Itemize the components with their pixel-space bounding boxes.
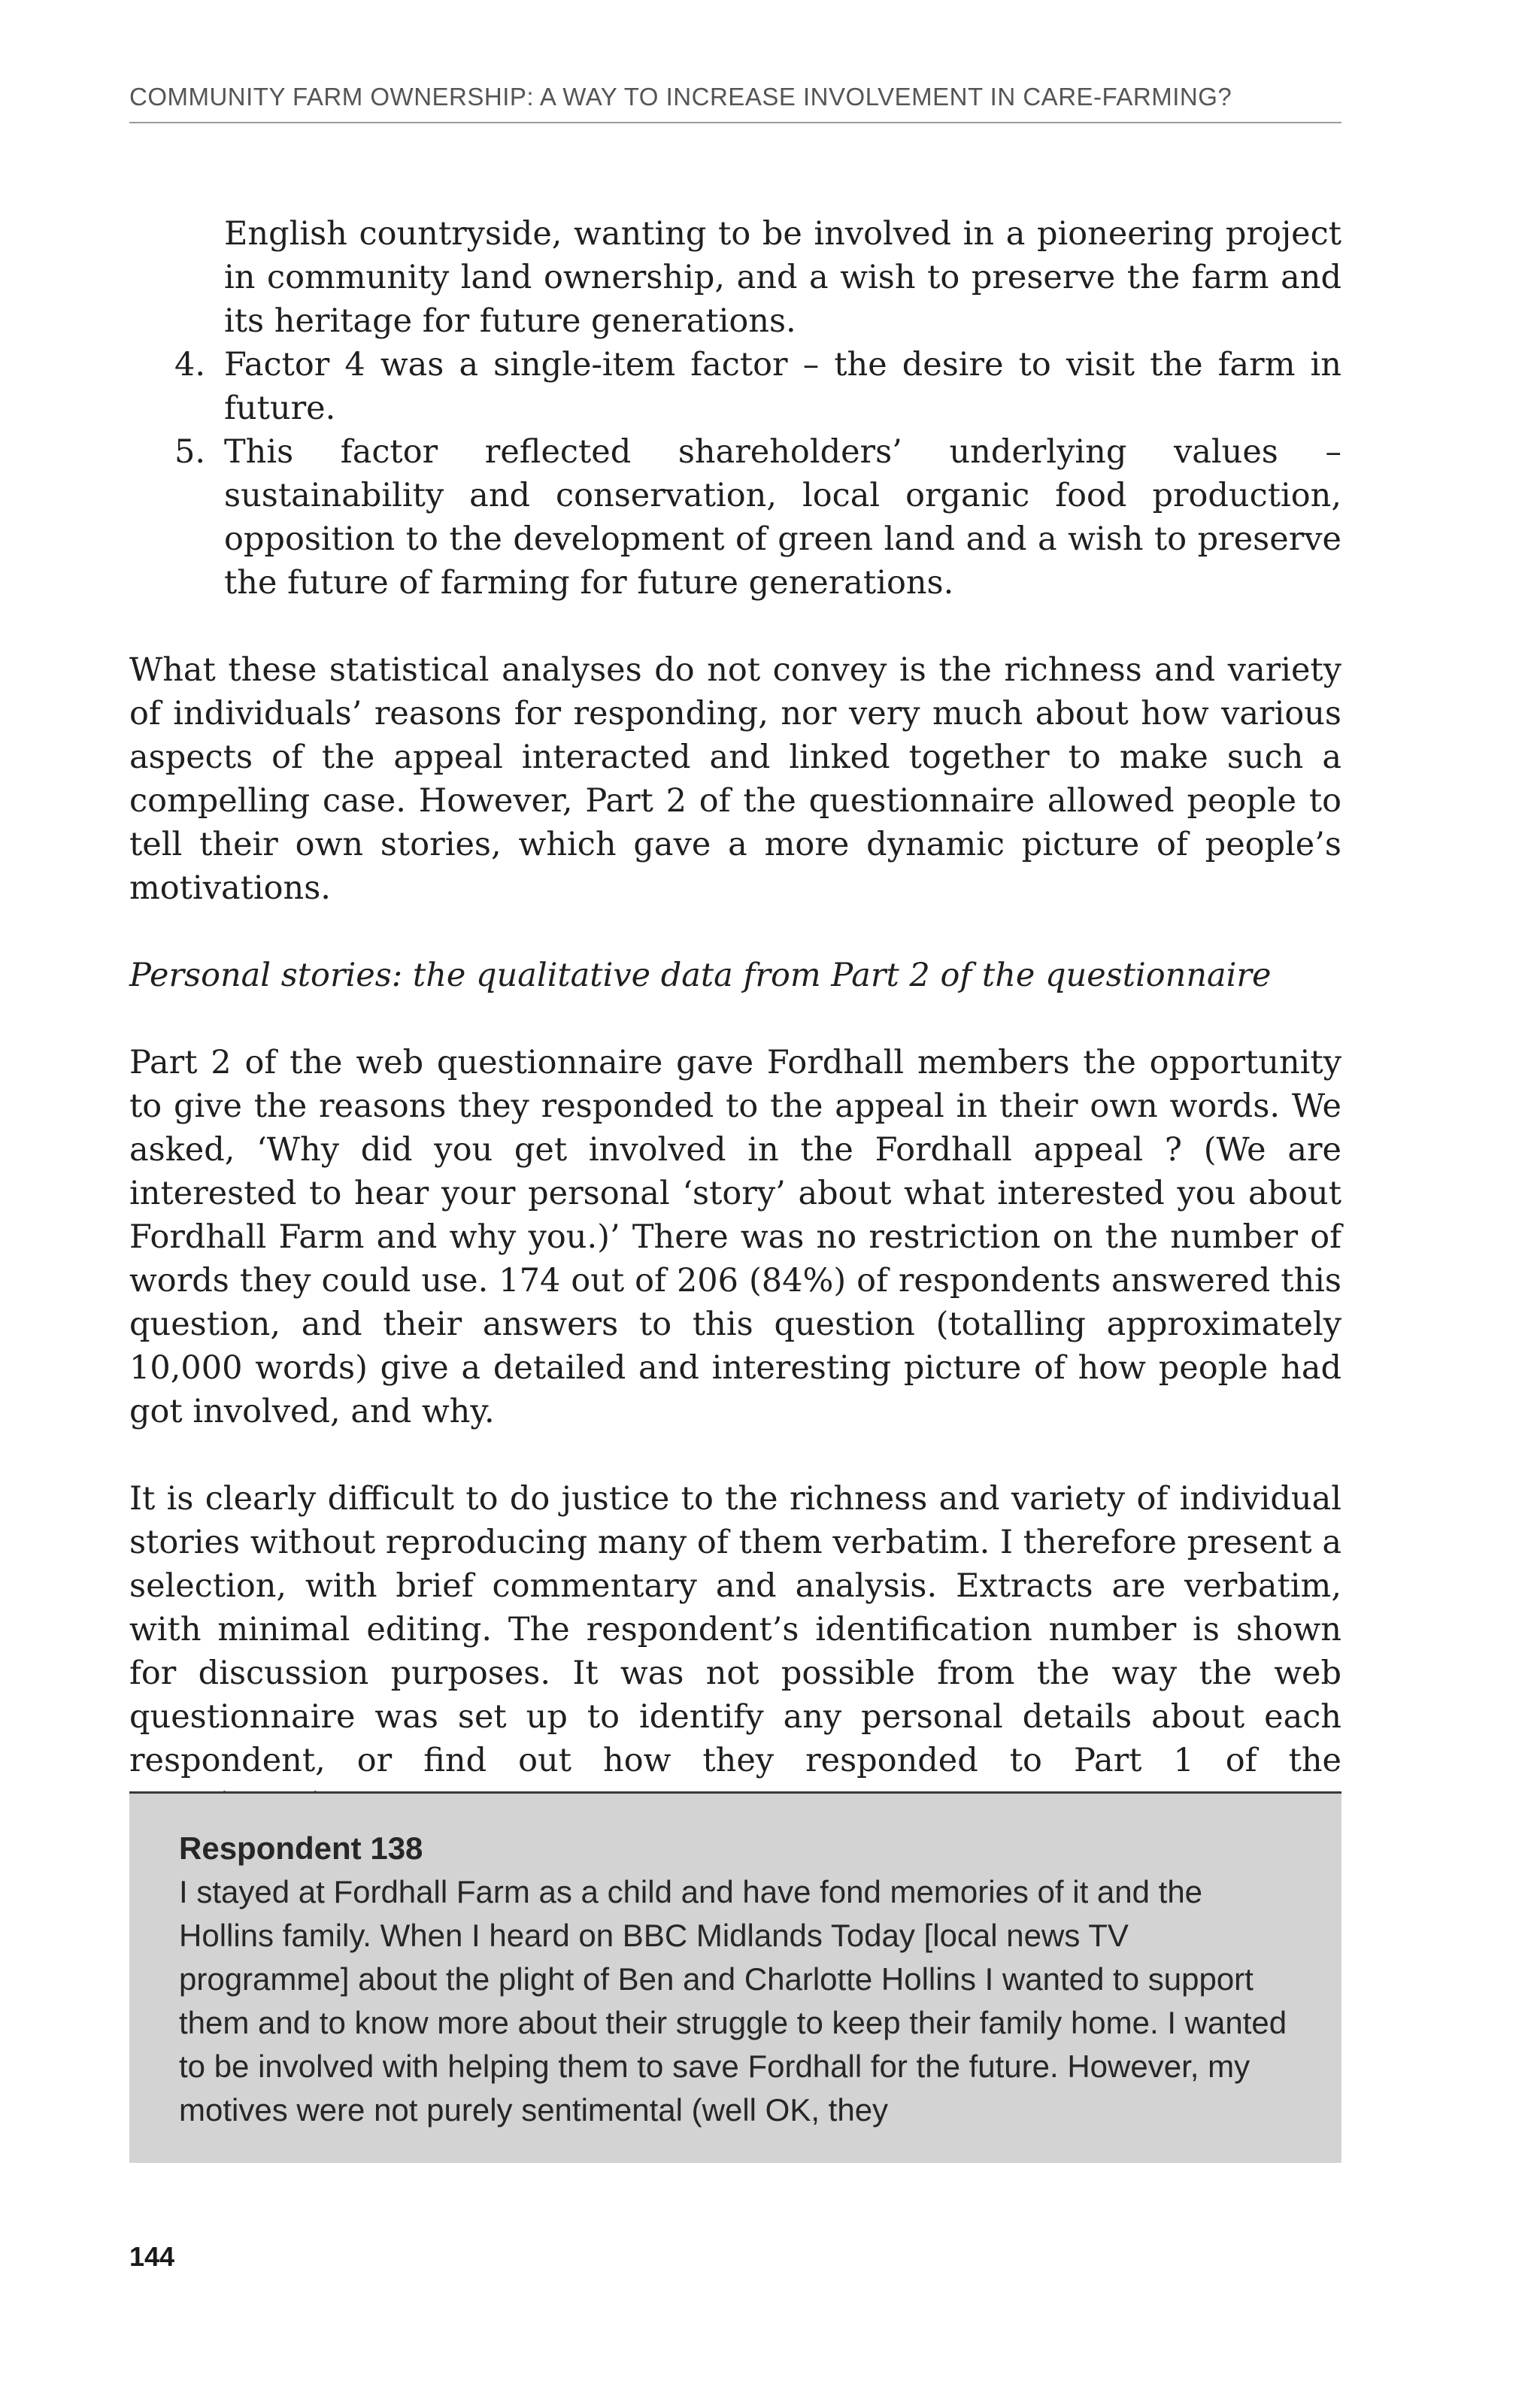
page-number: 144 (129, 2241, 175, 2272)
running-head: COMMUNITY FARM OWNERSHIP: A WAY TO INCREASE INVOLVEMENT IN CARE-FARMING? (129, 83, 1341, 123)
paragraph-statistical-analyses: What these statistical analyses do not convey is the richness and variety of individuals’ reasons for responding, nor very much about how various aspects of the appeal interacted and linked together to make such a compelling case. However, Part 2 of the questionnaire allowed people to tell their own stories, which gave a more dynamic picture of people’s motivations. (129, 651, 1341, 907)
section-subheading: Personal stories: the qualitative data from Part 2 of the questionnaire (129, 957, 1272, 994)
list-item-number: 5. (174, 433, 206, 471)
list-item (129, 430, 1341, 605)
body-text (129, 212, 1341, 1826)
list-item-number: 4. (174, 346, 206, 384)
list-continuation: English countryside, wanting to be involved in a pioneering project in community land ownership, and a wish to preserve the farm and its heritage for future generations. (224, 215, 1341, 340)
respondent-title: Respondent 138 (179, 1830, 423, 1866)
respondent-quote: I stayed at Fordhall Farm as a child and have fond memories of it and the Hollins family. When I heard on BBC Midlands Today [local news TV programme] about the plight of Ben and Charlotte Hollins I wanted to support them and to know more about their struggle to keep their family home. I wanted to be involved with helping them to save Fordhall for the future. However, my motives were not purely sentimental (well OK, they (179, 1874, 1287, 2128)
numbered-list (129, 343, 1341, 605)
list-item-text: This factor reflected shareholders’ underlying values – sustainability and conservation, local organic food production, opposition to the development of green land and a wish to preserve the future of farming for future generations. (224, 433, 1341, 602)
paragraph-web-questionnaire: Part 2 of the web questionnaire gave Fordhall members the opportunity to give the reasons they responded to the appeal in their own words. We asked, ‘Why did you get involved in the Fordhall appeal ? (We are interested to hear your personal ‘story’ about what interested you about Fordhall Farm and why you.)’ There was no restriction on the number of words they could use. 174 out of 206 (84%) of respondents answered this question, and their answers to this question (totalling approximately 10,000 words) give a detailed and interesting picture of how people had got involved, and why. (129, 1044, 1341, 1430)
respondent-quote-box (129, 1791, 1341, 2163)
list-item (129, 343, 1341, 430)
paragraph-individual-stories: It is clearly difficult to do justice to the richness and variety of individual stories without reproducing many of them verbatim. I therefore present a selection, with brief commentary and analysis. Extracts are verbatim, with minimal editing. The respondent’s identification number is shown for discussion purposes. It was not possible from the way the web questionnaire was set up to identify any personal details about each respondent, or find out how they responded to Part 1 of the (129, 1480, 1341, 1779)
list-item-text: Factor 4 was a single-item factor – the desire to visit the farm in future. (224, 346, 1341, 427)
